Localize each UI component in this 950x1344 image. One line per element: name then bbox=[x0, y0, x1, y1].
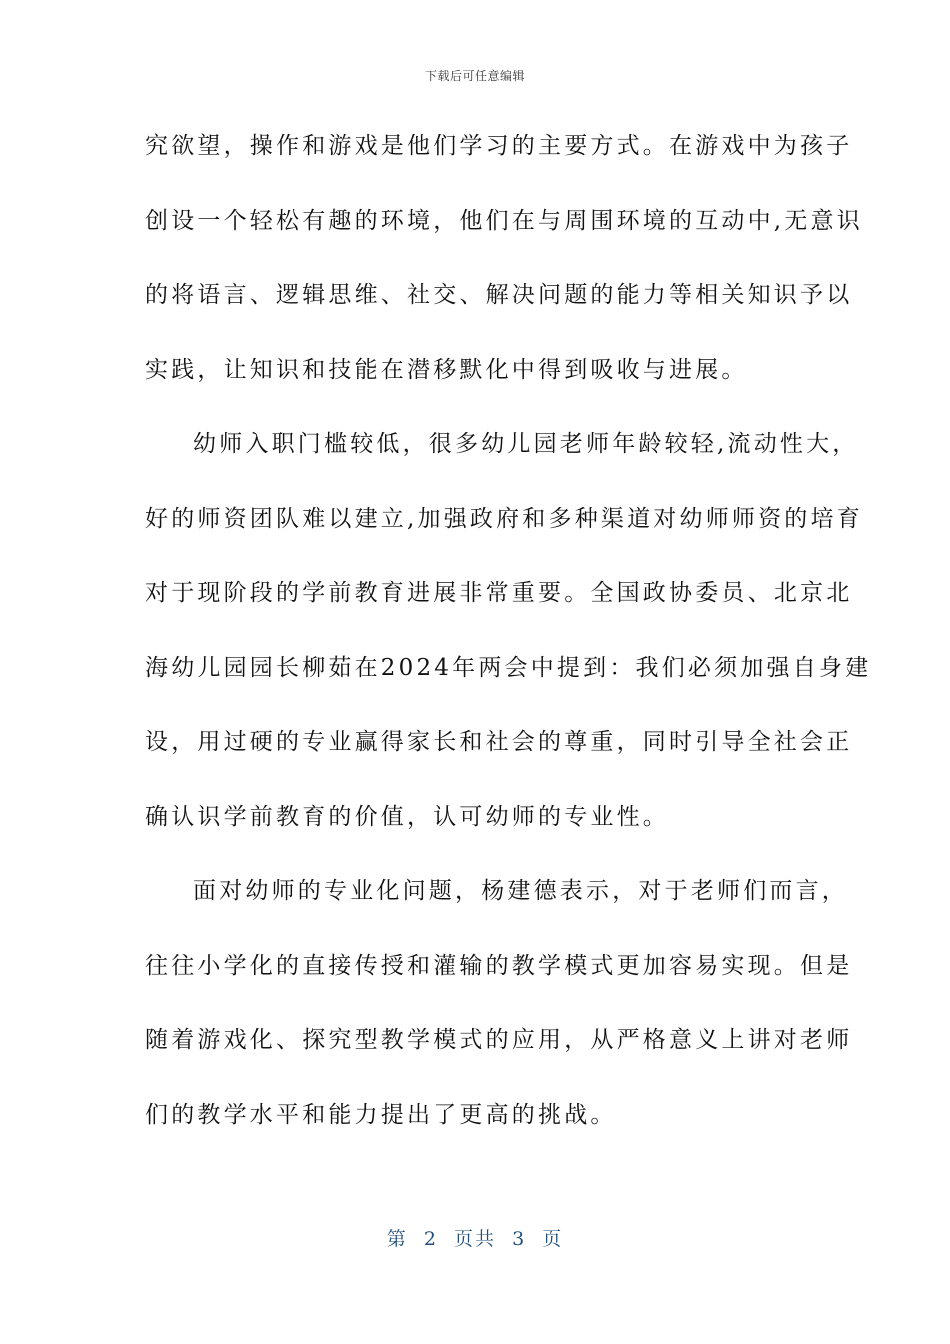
page-number: 第 2 页共 3 页 bbox=[386, 1228, 564, 1250]
text-line: 们的教学水平和能力提出了更高的挑战。 bbox=[145, 1101, 617, 1128]
text-line: 实践，让知识和技能在潜移默化中得到吸收与进展。 bbox=[145, 356, 748, 383]
document-body bbox=[145, 116, 872, 1159]
text-line: 究欲望，操作和游戏是他们学习的主要方式。在游戏中为孩子 bbox=[145, 133, 853, 159]
text-line: 随着游戏化、探究型教学模式的应用，从严格意义上讲对老师 bbox=[145, 1027, 853, 1053]
text-line: 的将语言、逻辑思维、社交、解决问题的能力等相关知识予以 bbox=[145, 282, 853, 308]
text-line: 设，用过硬的专业赢得家长和社会的尊重，同时引导全社会正 bbox=[145, 729, 853, 755]
text-line: 对于现阶段的学前教育进展非常重要。全国政协委员、北京北 bbox=[145, 580, 853, 606]
paragraph-start-line: 面对幼师的专业化问题，杨建德表示，对于老师们而言， bbox=[193, 878, 848, 904]
text-line: 往往小学化的直接传授和灌输的教学模式更加容易实现。但是 bbox=[145, 952, 853, 979]
text-line: 好的师资团队难以建立,加强政府和多种渠道对幼师师资的培育 bbox=[145, 505, 863, 532]
header-note: 下载后可任意编辑 bbox=[424, 69, 525, 83]
text-line: 创设一个轻松有趣的环境，他们在与周围环境的互动中,无意识 bbox=[145, 207, 863, 234]
text-line: 海幼儿园园长柳茹在2024年两会中提到：我们必须加强自身建 bbox=[145, 654, 872, 681]
text-line: 确认识学前教育的价值，认可幼师的专业性。 bbox=[145, 803, 669, 830]
paragraph-start-line: 幼师入职门槛较低，很多幼儿园老师年龄较轻,流动性大， bbox=[193, 431, 859, 457]
